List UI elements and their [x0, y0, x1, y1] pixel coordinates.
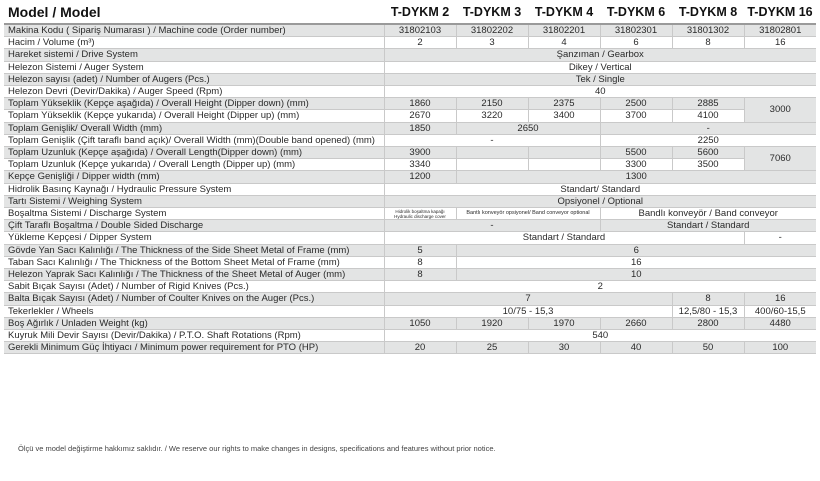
cell: 1300 [456, 171, 816, 183]
table-row [4, 232, 816, 244]
table-row [4, 122, 816, 134]
cell [528, 147, 600, 159]
table-row [4, 98, 816, 110]
cell: 2800 [672, 317, 744, 329]
cell: 20 [384, 342, 456, 354]
row-label: Kepçe Genişliği / Dipper width (mm) [4, 171, 384, 183]
cell: - [384, 220, 600, 232]
row-label: Çift Taraflı Boşaltma / Double Sided Discharge [4, 220, 384, 232]
cell: 40 [384, 86, 816, 98]
cell: Opsiyonel / Optional [384, 195, 816, 207]
row-label: Helezon sayısı (adet) / Number of Augers (Pcs.) [4, 73, 384, 85]
cell: 3000 [744, 98, 816, 122]
table-row [4, 220, 816, 232]
cell: 16 [744, 293, 816, 305]
cell: 2650 [456, 122, 600, 134]
cell: 1200 [384, 171, 456, 183]
cell [456, 159, 528, 171]
row-label: Helezon Yaprak Sacı Kalınlığı / The Thickness of the Sheet Metal of Auger (mm) [4, 269, 384, 281]
table-row [4, 281, 816, 293]
cell: 2 [384, 281, 816, 293]
row-label: Toplam Genişlik (Çift taraflı band açık)/ Overall Width (mm)(Double band opened) (mm) [4, 134, 384, 146]
cell: 8 [672, 37, 744, 49]
spec-table [4, 3, 816, 354]
model-header: T-DYKM 8 [672, 3, 744, 24]
cell: 8 [384, 256, 456, 268]
cell: Dikey / Vertical [384, 61, 816, 73]
cell: 40 [600, 342, 672, 354]
cell: 7060 [744, 147, 816, 171]
cell [456, 147, 528, 159]
spec-table-container [4, 3, 816, 354]
cell: 10 [456, 269, 816, 281]
table-row [4, 159, 816, 171]
cell: 50 [672, 342, 744, 354]
cell: Hidrolik boşaltma kapağı Hydraulic discharge cover [384, 208, 456, 220]
cell: 10/75 - 15,3 [384, 305, 672, 317]
table-row [4, 293, 816, 305]
cell: Şanzıman / Gearbox [384, 49, 816, 61]
model-header: T-DYKM 6 [600, 3, 672, 24]
table-row [4, 208, 816, 220]
cell: 3220 [456, 110, 528, 122]
cell: 2500 [600, 98, 672, 110]
cell: 12,5/80 - 15,3 [672, 305, 744, 317]
cell: 3900 [384, 147, 456, 159]
cell: 2660 [600, 317, 672, 329]
cell: 2250 [600, 134, 816, 146]
table-row [4, 171, 816, 183]
cell: Tek / Single [384, 73, 816, 85]
cell: 8 [384, 269, 456, 281]
table-row [4, 134, 816, 146]
cell: 3 [456, 37, 528, 49]
cell: 31802801 [744, 24, 816, 37]
cell: 4480 [744, 317, 816, 329]
cell: 1850 [384, 122, 456, 134]
cell: 6 [456, 244, 816, 256]
cell: 5600 [672, 147, 744, 159]
row-label: Boşaltma Sistemi / Discharge System [4, 208, 384, 220]
cell: 3300 [600, 159, 672, 171]
cell: 1970 [528, 317, 600, 329]
cell: 4100 [672, 110, 744, 122]
model-header: T-DYKM 3 [456, 3, 528, 24]
table-row [4, 342, 816, 354]
header-row [4, 3, 816, 24]
row-label: Hidrolik Basınç Kaynağı / Hydraulic Pressure System [4, 183, 384, 195]
cell: Standart / Standard [384, 232, 744, 244]
cell: 1920 [456, 317, 528, 329]
cell: 2670 [384, 110, 456, 122]
row-label: Sabit Bıçak Sayısı (Adet) / Number of Rigid Knives (Pcs.) [4, 281, 384, 293]
cell: - [744, 232, 816, 244]
cell: 30 [528, 342, 600, 354]
cell: 2375 [528, 98, 600, 110]
table-row [4, 147, 816, 159]
cell: 5 [384, 244, 456, 256]
table-row [4, 73, 816, 85]
row-label: Hacim / Volume (m³) [4, 37, 384, 49]
row-label: Tartı Sistemi / Weighing System [4, 195, 384, 207]
row-label: Toplam Genişlik/ Overall Width (mm) [4, 122, 384, 134]
cell: 31801302 [672, 24, 744, 37]
cell: 100 [744, 342, 816, 354]
row-label: Toplam Uzunluk (Kepçe yukarıda) / Overall Length (Dipper up) (mm) [4, 159, 384, 171]
cell: 6 [600, 37, 672, 49]
row-label: Yükleme Kepçesi / Dipper System [4, 232, 384, 244]
row-label: Gövde Yan Sacı Kalınlığı / The Thickness of the Side Sheet Metal of Frame (mm) [4, 244, 384, 256]
table-row [4, 305, 816, 317]
cell: 2 [384, 37, 456, 49]
table-row [4, 317, 816, 329]
cell: 1050 [384, 317, 456, 329]
model-header: T-DYKM 2 [384, 3, 456, 24]
table-row [4, 49, 816, 61]
row-label: Tekerlekler / Wheels [4, 305, 384, 317]
table-row [4, 244, 816, 256]
cell: 1860 [384, 98, 456, 110]
row-label: Helezon Sistemi / Auger System [4, 61, 384, 73]
cell: Standart / Standard [600, 220, 816, 232]
cell: 8 [672, 293, 744, 305]
table-row [4, 330, 816, 342]
table-title: Model / Model [4, 3, 384, 24]
table-row [4, 37, 816, 49]
row-label: Toplam Uzunluk (Kepçe aşağıda) / Overall Length(Dipper down) (mm) [4, 147, 384, 159]
row-label: Boş Ağırlık / Unladen Weight (kg) [4, 317, 384, 329]
cell: 3340 [384, 159, 456, 171]
row-label: Makina Kodu ( Sipariş Numarası ) / Machine code (Order number) [4, 24, 384, 37]
table-row [4, 183, 816, 195]
row-label: Hareket sistemi / Drive System [4, 49, 384, 61]
cell: 540 [384, 330, 816, 342]
cell: 3500 [672, 159, 744, 171]
table-row [4, 269, 816, 281]
table-row [4, 110, 816, 122]
cell: 5500 [600, 147, 672, 159]
cell: 7 [384, 293, 672, 305]
row-label: Balta Bıçak Sayısı (Adet) / Number of Coulter Knives on the Auger (Pcs.) [4, 293, 384, 305]
cell: 2150 [456, 98, 528, 110]
cell: - [384, 134, 600, 146]
cell: 16 [456, 256, 816, 268]
cell: 4 [528, 37, 600, 49]
row-label: Gerekli Minimum Güç İhtiyacı / Minimum power requirement for PTO (HP) [4, 342, 384, 354]
cell: Bandlı konveyör / Band conveyor [600, 208, 816, 220]
cell: 31802301 [600, 24, 672, 37]
cell: 16 [744, 37, 816, 49]
table-row [4, 195, 816, 207]
cell [528, 159, 600, 171]
cell: 31802103 [384, 24, 456, 37]
cell: 3400 [528, 110, 600, 122]
model-header: T-DYKM 16 [744, 3, 816, 24]
cell: 31802202 [456, 24, 528, 37]
cell: - [600, 122, 816, 134]
table-row [4, 61, 816, 73]
row-label: Toplam Yükseklik (Kepçe yukarıda) / Overall Height (Dipper up) (mm) [4, 110, 384, 122]
table-row [4, 24, 816, 37]
table-row [4, 86, 816, 98]
cell: Standart/ Standard [384, 183, 816, 195]
cell: 31802201 [528, 24, 600, 37]
footnote: Ölçü ve model değiştirme hakkımız saklıdır. / We reserve our rights to make changes in designs, specifications and features without prior notice. [18, 444, 496, 453]
cell: 2885 [672, 98, 744, 110]
model-header: T-DYKM 4 [528, 3, 600, 24]
cell: 25 [456, 342, 528, 354]
cell: Bantlı konveyör opsiyonel/ Band conveyor optional [456, 208, 600, 220]
row-label: Kuyruk Mili Devir Sayısı (Devir/Dakika) / P.T.O. Shaft Rotations (Rpm) [4, 330, 384, 342]
row-label: Taban Sacı Kalınlığı / The Thickness of the Bottom Sheet Metal of Frame (mm) [4, 256, 384, 268]
row-label: Toplam Yükseklik (Kepçe aşağıda) / Overall Height (Dipper down) (mm) [4, 98, 384, 110]
cell: 400/60-15,5 [744, 305, 816, 317]
table-row [4, 256, 816, 268]
cell: 3700 [600, 110, 672, 122]
row-label: Helezon Devri (Devir/Dakika) / Auger Speed (Rpm) [4, 86, 384, 98]
